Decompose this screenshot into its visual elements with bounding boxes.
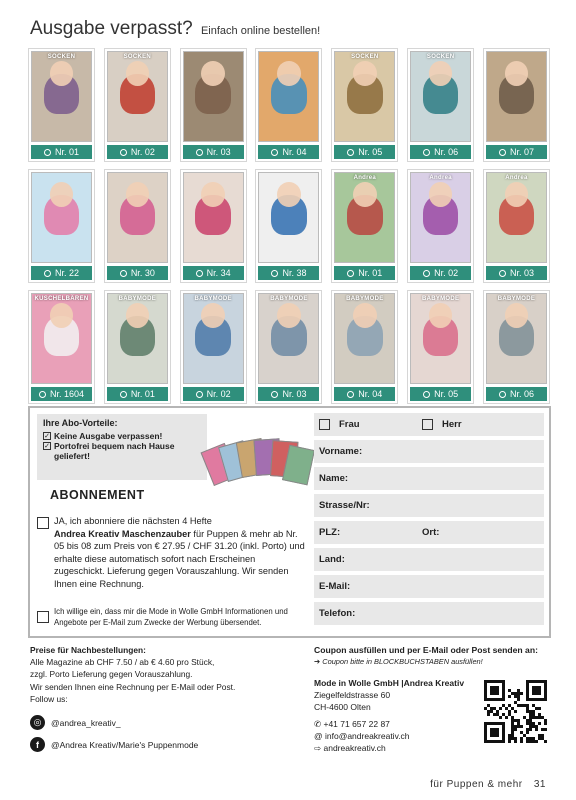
issue-card[interactable] — [104, 48, 171, 162]
subscription-coupon — [28, 406, 551, 638]
issue-badge[interactable] — [486, 266, 547, 280]
cover-face — [201, 61, 225, 86]
magazine-cover — [258, 51, 319, 142]
circle-icon — [120, 149, 127, 156]
circle-icon — [423, 270, 430, 277]
cover-masthead: SOCKEN — [47, 54, 76, 60]
issue-card[interactable] — [28, 169, 95, 283]
issue-badge[interactable] — [410, 266, 471, 280]
issue-card[interactable] — [104, 169, 171, 283]
issue-number: Nr. 03 — [206, 147, 231, 157]
circle-icon — [196, 391, 203, 398]
cover-face — [429, 303, 453, 328]
issue-number: Nr. 30 — [130, 268, 155, 278]
issue-number: Nr. 07 — [509, 147, 534, 157]
issue-card[interactable] — [255, 48, 322, 162]
prices-line: Alle Magazine ab CHF 7.50 / ab € 4.60 pro Stück, — [30, 657, 215, 668]
magazine-cover — [31, 51, 92, 142]
issue-card[interactable] — [407, 169, 474, 283]
issue-badge[interactable] — [31, 145, 92, 159]
issue-card[interactable] — [255, 169, 322, 283]
page-headline — [30, 18, 320, 40]
check-icon: ✓ — [44, 443, 50, 450]
issue-number: Nr. 01 — [130, 389, 155, 399]
issue-card[interactable] — [331, 290, 398, 404]
consent-text: Ich willige ein, dass mir die Mode in Wolle GmbH Informationen und Angebote per E-Mail zum Zwecke der Werbung übersendet. — [54, 607, 288, 627]
subscription-info — [30, 408, 312, 636]
benefit-text: Portofrei bequem nach Hause geliefert! — [54, 441, 175, 461]
issue-card[interactable] — [407, 48, 474, 162]
magazine-cover — [258, 172, 319, 263]
issue-number: Nr. 04 — [282, 147, 307, 157]
magazine-cover — [410, 172, 471, 263]
issue-number: Nr. 03 — [282, 389, 307, 399]
issue-number: Nr. 01 — [54, 147, 79, 157]
issue-number: Nr. 22 — [54, 268, 79, 278]
land-field[interactable] — [314, 548, 544, 571]
issue-badge[interactable] — [410, 387, 471, 401]
circle-icon — [44, 149, 51, 156]
page-footer — [430, 779, 546, 790]
instagram-handle: @andrea_kreativ_ — [51, 717, 121, 728]
issue-card[interactable] — [331, 169, 398, 283]
magazine-cover — [183, 172, 244, 263]
cover-face — [353, 303, 377, 328]
issue-number: Nr. 02 — [130, 147, 155, 157]
plz-ort-field[interactable] — [314, 521, 544, 544]
check-icon: ✓ — [44, 433, 50, 440]
magazine-cover — [31, 172, 92, 263]
cover-face — [126, 61, 150, 86]
cover-face — [505, 303, 529, 328]
magazine-cover — [107, 293, 168, 384]
issue-row — [28, 290, 550, 404]
issue-number: Nr. 06 — [434, 147, 459, 157]
coupon-instructions — [314, 644, 554, 668]
telefon-label: Telefon: — [319, 608, 356, 619]
issue-card[interactable] — [180, 290, 247, 404]
company-city: CH-4600 Olten — [314, 701, 371, 712]
facebook-icon: f — [30, 737, 45, 752]
magazine-cover — [31, 293, 92, 384]
issue-badge[interactable] — [486, 145, 547, 159]
circle-icon — [44, 270, 51, 277]
cover-face — [126, 303, 150, 328]
magazine-cover — [334, 172, 395, 263]
name-field[interactable] — [314, 467, 544, 490]
footer-magazine-name: für Puppen & mehr — [430, 779, 523, 790]
magazine-cover — [107, 51, 168, 142]
circle-icon — [271, 149, 278, 156]
name-label: Name: — [319, 473, 349, 484]
cover-masthead: BABYMODE — [194, 296, 232, 302]
issue-badge[interactable] — [183, 145, 244, 159]
cover-masthead: BABYMODE — [346, 296, 384, 302]
cover-face — [201, 182, 225, 207]
cover-masthead: SOCKEN — [426, 54, 455, 60]
issue-card[interactable] — [28, 290, 95, 404]
magazine-cover — [486, 51, 547, 142]
strasse-field[interactable] — [314, 494, 544, 517]
cover-masthead: Andrea — [429, 175, 452, 181]
plz-label: PLZ: — [319, 527, 341, 538]
issue-number: Nr. 02 — [434, 268, 459, 278]
cover-face — [50, 182, 74, 207]
issue-number: Nr. 05 — [434, 389, 459, 399]
issue-number: Nr. 04 — [358, 389, 383, 399]
facebook-handle: @Andrea Kreativ/Marie's Puppenmode — [51, 739, 199, 750]
qr-code[interactable] — [484, 680, 548, 752]
benefit-text: Keine Ausgabe verpassen! — [54, 431, 163, 441]
issue-card[interactable] — [104, 290, 171, 404]
coupon-title: Coupon ausfüllen und per E-Mail oder Post senden an: — [314, 645, 538, 655]
issue-row — [28, 169, 550, 283]
circle-icon — [499, 270, 506, 277]
circle-icon — [499, 149, 506, 156]
salutation-row — [314, 413, 544, 436]
circle-icon — [347, 270, 354, 277]
prices-line: zzgl. Porto Lieferung gegen Vorauszahlung. — [30, 669, 193, 680]
circle-icon — [39, 391, 46, 398]
issue-card[interactable] — [331, 48, 398, 162]
instagram-icon: ◎ — [30, 715, 45, 730]
cover-face — [353, 61, 377, 86]
email-label: E-Mail: — [319, 581, 351, 592]
magazine-cover — [183, 293, 244, 384]
cover-face — [505, 61, 529, 86]
circle-icon — [120, 391, 127, 398]
headline-subtitle: Einfach online bestellen! — [200, 25, 321, 37]
subscription-text-details: für Puppen & mehr ab Nr. 05 bis 08 zum Preis von € 27.95 / CHF 31.20 (inkl. Porto) und erhalte diese automatisch sofort nach Erscheinen zugeschickt. Lieferung gegen Vorauszahlung. Wir senden Ihnen eine Rechnung. — [54, 528, 305, 589]
email-field[interactable] — [314, 575, 544, 598]
issue-number: Nr. 38 — [282, 268, 307, 278]
cover-face — [126, 182, 150, 207]
issue-card[interactable] — [483, 48, 550, 162]
herr-option — [422, 419, 462, 430]
issue-number: Nr. 03 — [509, 268, 534, 278]
issue-card[interactable] — [180, 169, 247, 283]
prices-title: Preise für Nachbestellungen: — [30, 645, 146, 655]
cover-face — [353, 182, 377, 207]
circle-icon — [271, 391, 278, 398]
issue-badge[interactable] — [486, 387, 547, 401]
facebook-link[interactable] — [30, 737, 198, 752]
vorname-label: Vorname: — [319, 446, 363, 457]
magazine-cover — [107, 172, 168, 263]
company-email[interactable]: @ info@andreakreativ.ch — [314, 731, 410, 742]
issue-card[interactable] — [483, 169, 550, 283]
cover-masthead: BABYMODE — [497, 296, 536, 302]
issue-badge[interactable] — [334, 145, 395, 159]
magazine-cover — [486, 293, 547, 384]
magazine-cover — [334, 293, 395, 384]
reorder-prices — [30, 644, 300, 705]
subscription-text-intro: JA, ich abonniere die nächsten 4 Hefte — [54, 516, 212, 526]
cover-masthead: KUSCHELBÄREN — [34, 296, 89, 302]
company-street: Ziegelfeldstrasse 60 — [314, 689, 391, 700]
herr-checkbox[interactable] — [422, 419, 433, 430]
cover-face — [277, 61, 301, 86]
magazine-stack-image — [208, 432, 308, 496]
issue-row — [28, 48, 550, 162]
issue-card[interactable] — [28, 48, 95, 162]
cover-face — [50, 61, 74, 86]
issue-badge[interactable] — [410, 145, 471, 159]
issue-badge[interactable] — [258, 145, 319, 159]
issue-badge[interactable] — [334, 266, 395, 280]
issue-badge[interactable] — [31, 266, 92, 280]
strasse-label: Strasse/Nr: — [319, 500, 370, 511]
issue-card[interactable] — [180, 48, 247, 162]
cover-masthead: Andrea — [505, 175, 528, 181]
prices-line: Wir senden Ihnen eine Rechnung per E-Mail oder Post. — [30, 681, 236, 692]
magazine-cover — [486, 172, 547, 263]
subscribe-checkbox[interactable] — [37, 517, 49, 529]
cover-masthead: BABYMODE — [118, 296, 157, 302]
issue-number: Nr. 34 — [206, 268, 231, 278]
follow-us-label: Follow us: — [30, 693, 68, 704]
issue-number: Nr. 02 — [206, 389, 231, 399]
benefit-item — [43, 441, 201, 461]
circle-icon — [196, 270, 203, 277]
issue-number: Nr. 1604 — [49, 389, 85, 399]
magazine-cover — [183, 51, 244, 142]
circle-icon — [271, 270, 278, 277]
issue-badge[interactable] — [107, 387, 168, 401]
benefits-box — [37, 414, 207, 480]
issue-number: Nr. 06 — [509, 389, 534, 399]
cover-masthead: Andrea — [353, 175, 377, 181]
consent-checkbox[interactable] — [37, 611, 49, 623]
back-issues-grid — [28, 48, 550, 411]
issue-card[interactable] — [407, 290, 474, 404]
herr-label: Herr — [442, 419, 462, 430]
cover-masthead: SOCKEN — [123, 54, 152, 60]
issue-number: Nr. 01 — [358, 268, 383, 278]
circle-icon — [347, 391, 354, 398]
cover-face — [505, 182, 529, 207]
issue-badge[interactable] — [183, 266, 244, 280]
issue-badge[interactable] — [258, 266, 319, 280]
issue-number: Nr. 05 — [358, 147, 383, 157]
cover-face — [50, 303, 74, 328]
magazine-cover — [410, 293, 471, 384]
company-name: Mode in Wolle GmbH |Andrea Kreativ — [314, 678, 465, 688]
cover-masthead: SOCKEN — [351, 54, 379, 60]
magazine-cover — [410, 51, 471, 142]
cover-face — [277, 182, 301, 207]
circle-icon — [423, 391, 430, 398]
ort-label: Ort: — [422, 527, 440, 538]
issue-badge[interactable] — [31, 387, 92, 401]
instagram-link[interactable] — [30, 715, 121, 730]
issue-badge[interactable] — [107, 266, 168, 280]
page-number: 31 — [533, 779, 546, 790]
circle-icon — [347, 149, 354, 156]
address-form — [314, 413, 544, 629]
issue-card[interactable] — [255, 290, 322, 404]
telefon-field[interactable] — [314, 602, 544, 625]
magazine-cover — [258, 293, 319, 384]
issue-badge[interactable] — [258, 387, 319, 401]
land-label: Land: — [319, 554, 345, 565]
company-phone: ✆ +41 71 657 22 87 — [314, 719, 390, 730]
issue-badge[interactable] — [183, 387, 244, 401]
frau-label: Frau — [339, 419, 360, 430]
headline-title: Ausgabe verpasst? — [30, 18, 193, 39]
contact-address — [314, 678, 494, 755]
issue-badge[interactable] — [334, 387, 395, 401]
company-website[interactable]: ⇨ andreakreativ.ch — [314, 742, 386, 753]
coupon-note: ➔ Coupon bitte in BLOCKBUCHSTABEN ausfüllen! — [314, 657, 483, 666]
cover-face — [429, 182, 453, 207]
issue-badge[interactable] — [107, 145, 168, 159]
subscription-magazine-name: Andrea Kreativ Maschenzauber — [54, 528, 191, 539]
cover-masthead: BABYMODE — [270, 296, 308, 302]
benefit-item — [43, 431, 201, 441]
subscription-title: ABONNEMENT — [50, 488, 145, 502]
cover-face — [277, 303, 301, 328]
circle-icon — [423, 149, 430, 156]
frau-checkbox[interactable] — [319, 419, 330, 430]
vorname-field[interactable] — [314, 440, 544, 463]
magazine-cover — [334, 51, 395, 142]
benefits-title: Ihre Abo-Vorteile: — [43, 418, 118, 428]
cover-masthead: BABYMODE — [421, 296, 460, 302]
circle-icon — [120, 270, 127, 277]
issue-card[interactable] — [483, 290, 550, 404]
subscription-text — [54, 515, 306, 591]
cover-face — [201, 303, 225, 328]
cover-face — [429, 61, 453, 86]
circle-icon — [196, 149, 203, 156]
circle-icon — [499, 391, 506, 398]
